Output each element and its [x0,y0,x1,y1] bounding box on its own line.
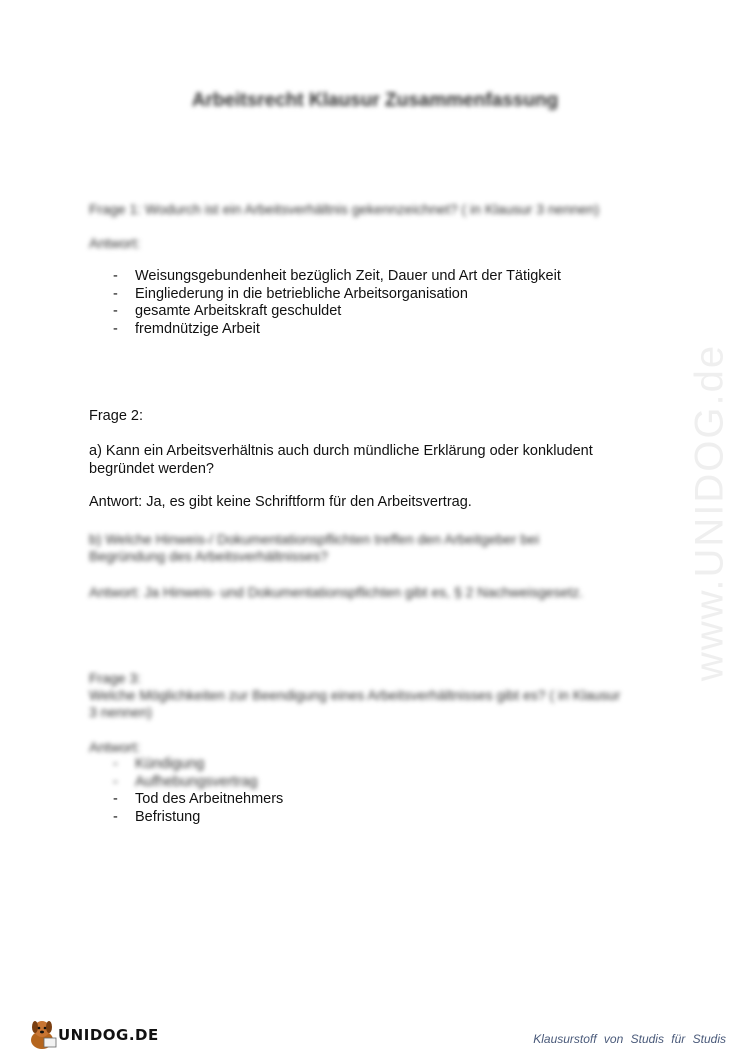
frage1-question: Frage 1: Wodurch ist ein Arbeitsverhältnis gekennzeichnet? ( in Klausur 3 nennen) [89,201,600,217]
frage2-heading: Frage 2: [89,408,143,424]
footer-tagline: Klausurstoff von Studis für Studis [533,1032,726,1046]
logo-text: UNIDOG.DE [58,1026,159,1044]
list-item: - fremdnützige Arbeit [89,321,561,339]
list-item: - Befristung [89,809,283,827]
list-item: - Weisungsgebundenheit bezüglich Zeit, Dauer und Art der Tätigkeit [89,268,561,286]
frage3-answer-list [89,756,283,826]
watermark-text: www.UNIDOG.de [687,343,732,682]
frage2-b-question: b) Welche Hinweis-/ Dokumentationspflichten treffen den Arbeitgeber bei Begründung des Arbeitsverhältnisses? [89,531,540,564]
list-item: - Kündigung [89,756,283,774]
list-item: - Eingliederung in die betriebliche Arbeitsorganisation [89,286,561,304]
unidog-logo [24,1016,164,1052]
dog-mascot-icon [24,1016,60,1052]
frage3-question: Welche Möglichkeiten zur Beendigung eines Arbeitsverhältnisses gibt es? ( in Klausur 3 nennen) [89,687,621,720]
frage2-b-answer: Antwort: Ja Hinweis- und Dokumentationspflichten gibt es, § 2 Nachweisgesetz. [89,584,584,600]
frage1-answer-label: Antwort: [89,235,141,251]
frage2-a-question: a) Kann ein Arbeitsverhältnis auch durch mündliche Erklärung oder konkludent begründet werden? [89,443,593,477]
list-item: - Aufhebungsvertrag [89,774,283,792]
frage3-heading: Frage 3: [89,670,142,686]
document-title: Arbeitsrecht Klausur Zusammenfassung [191,90,559,111]
frage1-answer-list [89,268,561,338]
frage2-a-answer: Antwort: Ja, es gibt keine Schriftform für den Arbeitsvertrag. [89,494,472,510]
list-item: - gesamte Arbeitskraft geschuldet [89,303,561,321]
frage3-answer-label: Antwort: [89,739,141,755]
list-item: - Tod des Arbeitnehmers [89,791,283,809]
